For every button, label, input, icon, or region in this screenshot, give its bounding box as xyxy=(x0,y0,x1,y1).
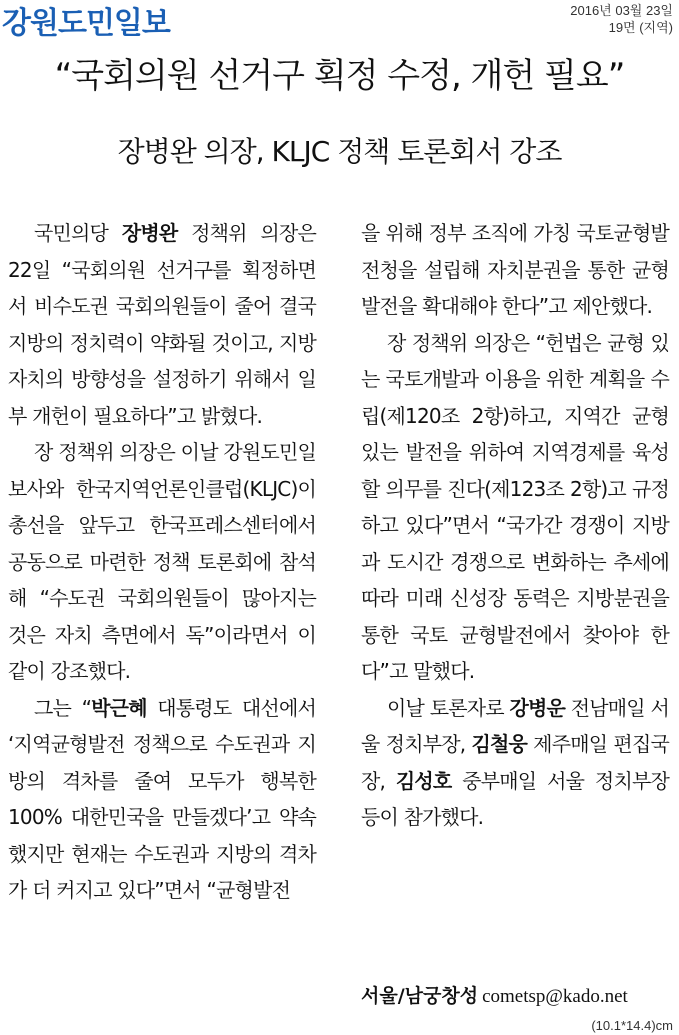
publication-date: 2016년 03월 23일 xyxy=(570,3,673,18)
reporter-email: cometsp@kado.net xyxy=(482,986,628,1007)
clipping-size-note: (10.1*14.4)cm xyxy=(591,1018,673,1033)
paragraph-3-text: 대통령도 대선에서 ‘지역균형발전 정책으로 수도권과 지방의 격차를 줄여 모두가 행복한 100% 대한민국을 만들겠다’고 약속했지만 현재는 수도권과 지방의 격차가 더 커지고 있다”면서 “균형발전 xyxy=(8,695,316,902)
paragraph-1-intro: 국민의당 xyxy=(34,221,122,245)
paragraph-5-text: 제주매일 편집국장, xyxy=(361,732,669,793)
article-column-left xyxy=(8,215,316,909)
paragraph-3-continued: 을 위해 정부 조직에 가칭 국토균형발전청을 설립해 자치분권을 통한 균형발전을 확대해야 한다”고 제안했다. xyxy=(361,221,669,318)
page-section: 19면 (지역) xyxy=(608,20,673,35)
article-headline: “국회의원 선거구 획정 수정, 개헌 필요” xyxy=(54,56,625,96)
paragraph-3 xyxy=(8,690,316,909)
paragraph-2: 장 정책위 의장은 이날 강원도민일보사와 한국지역언론인클럽(KLJC)이 총선을 앞두고 한국프레스센터에서 공동으로 마련한 정책 토론회에 참석해 “수도권 국회의원들이 많아지는 것은 자치 측면에서 독”이라면서 이같이 강조했다. xyxy=(8,440,316,683)
paragraph-5-text: 전남매일 서울 정치부장, xyxy=(361,695,669,756)
article-subheadline: 장병완 의장, KLJC 정책 토론회서 강조 xyxy=(117,135,562,168)
paragraph-4: 장 정책위 의장은 “헌법은 균형 있는 국토개발과 이용을 위한 계획을 수립(제120조 2항)하고, 지역간 균형 있는 발전을 위하여 지역경제를 육성할 의무를 진다(제123조 2항)고 규정하고 있다”면서 “국가간 경쟁이 지방과 도시간 경쟁으로 변화하는 추세에 따라 미래 신성장 동력은 지방분권을 통한 국토 균형발전에서 찾아야 한다”고 말했다. xyxy=(361,330,669,683)
person-name: 장병완 xyxy=(121,221,178,245)
person-name: 김성호 xyxy=(395,768,452,793)
publication-info xyxy=(570,2,673,36)
paragraph-5-text: 중부매일 서울 정치부장 등이 참가했다. xyxy=(361,768,670,829)
reporter-name: 서울/남궁창성 xyxy=(361,985,479,1007)
person-name: 김철웅 xyxy=(471,732,528,756)
paragraph-1 xyxy=(8,215,316,434)
article-column-right xyxy=(361,215,669,836)
paragraph-5-intro: 이날 토론자로 xyxy=(387,695,510,720)
person-name: 강병운 xyxy=(509,695,566,720)
paragraph-1-text: 정책위 의장은 22일 “국회의원 선거구를 획정하면서 비수도권 국회의원들이 줄어 결국 지방의 정치력이 약화될 것이고, 지방자치의 방향성을 설정하기 위해서 일부 개헌이 필요하다”고 밝혔다. xyxy=(8,221,316,428)
paragraph-5 xyxy=(361,690,669,836)
paragraph-3-intro: 그는 “ xyxy=(34,695,92,720)
masthead-logo: 강원도민일보 xyxy=(2,6,170,41)
person-name: 박근혜 xyxy=(91,695,147,720)
byline xyxy=(361,981,675,1008)
